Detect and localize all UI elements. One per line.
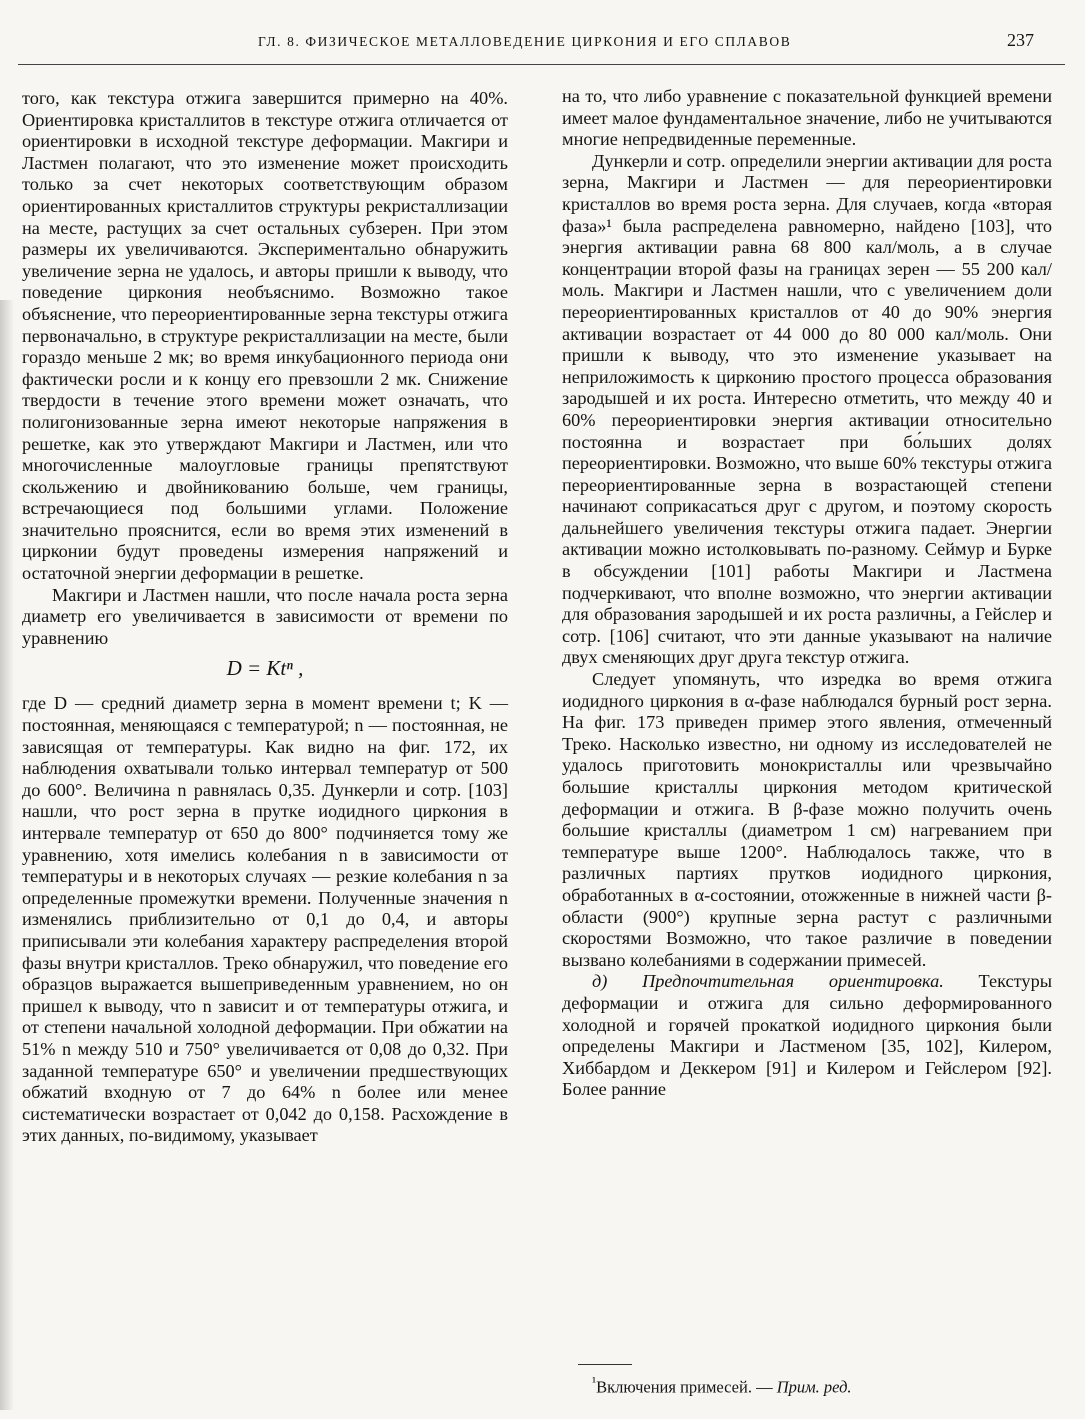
left-column — [22, 88, 508, 1147]
paragraph: Дункерли и сотр. определили энергии активации для роста зерна, Макгири и Ластмен — для переориентировки кристаллов во время роста зерна. Для случаев, когда «вторая фаза»¹ была распределена равномерно, найдено [103], что энергия активации равна 68 800 кал/моль, а в случае концентрации второй фазы на границах зерен — 55 200 кал/моль. Макгири и Ластмен нашли, что с увеличением доли переориентированных кристаллов от 40 до 90% энергия активации возрастает от 44 000 до 80 000 кал/моль. Они пришли к выводу, что это изменение указывает на неприложимость к цирконию простого процесса образования зародышей и их роста. Интересно отметить, что между 40 и 60% переориентировки энергия активации относительно постоянна и возрастает при бо́льших долях переориентировки. Возможно, что выше 60% текстуры отжига переориентированные зерна в возрастающей степени начинают соприкасаться друг с другом, и поэтому скорость дальнейшего увеличения текстуры отжига падает. Энергии активации можно истолковывать по-разному. Сеймур и Бурке в обсуждении [101] работы Макгири и Ластмена подчеркивают, что вполне возможно, что энергии активации для образования зародышей и их роста различны, а Гейслер и сотр. [106] считают, что эти данные указывают на наличие двух сменяющих друг друга текстур отжига. — [562, 150, 1052, 668]
footnote-mark: ¹ — [592, 1374, 597, 1389]
page-header — [0, 28, 1085, 58]
formula: D = Ktⁿ , — [226, 656, 304, 681]
section-heading: д) Предпочтительная ориентировка. — [592, 971, 944, 992]
page-number: 237 — [1007, 30, 1034, 50]
paragraph — [562, 971, 1052, 1101]
footnote-text: Включения примесей. — — [596, 1377, 777, 1397]
paragraph-text: Текстуры деформации и отжига для сильно деформированного холодной и горячей прокаткой иодидного циркония были определены Макгири и Ластменом [35, 102], Килером, Хиббардом и Деккером [91] и Килером и Гейслером [92]. Более ранние — [562, 971, 1052, 1100]
running-head: ГЛ. 8. ФИЗИЧЕСКОЕ МЕТАЛЛОВЕДЕНИЕ ЦИРКОНИЯ И ЕГО СПЛАВОВ — [258, 34, 792, 49]
paragraph: на то, что либо уравнение с показательной функцией времени имеет малое фундаментальное значение, либо не учитываются многие непредвиденные переменные. — [562, 86, 1052, 150]
paragraph: Следует упомянуть, что изредка во время отжига иодидного циркония в α-фазе наблюдался бурный рост зерна. На фиг. 173 приведен пример этого явления, отмеченный Треко. Насколько известно, ни одному из исследователей не удалось приготовить монокристаллы или чрезвычайно большие кристаллы циркония методом критической деформации и отжига. В β-фазе можно получить очень большие кристаллы (диаметром 1 см) нагреванием при температуре выше 1200°. Наблюдалось также, что в различных партиях прутков иодидного циркония, обработанных в α-состоянии, отожженные в нижней части β-области (900°) крупные зерна растут с различными скоростями Возможно, что такое различие в поведении вызвано колебаниями в содержании примесей. — [562, 669, 1052, 970]
scan-margin-shadow — [0, 300, 14, 1410]
paragraph: того, как текстура отжига завершится примерно на 40%. Ориентировка кристаллитов в текстуре отжига отличается от ориентировки в исходной текстуре деформации. Макгири и Ластмен полагают, что это изменение может происходить только за счет некоторых соответствующим образом ориентированных кристаллитов структуры рекристаллизации на месте, растущих за счет остальных субзерен. При этом размеры их увеличиваются. Экспериментально обнаружить увеличение зерна не удалось, и авторы пришли к выводу, что поведение циркония необъяснимо. Возможно такое объяснение, что переориентированные зерна текстуры отжига первоначально, в структуре рекристаллизации на месте, были гораздо меньше 2 мк; во время инкубационного периода они фактически росли и к концу его превзошли 2 мк. Снижение твердости в течение этого времени может означать, что полигонизованные зерна имеют некоторые напряжения в решетке, как это утверждают Макгири и Ластмен, или что многочисленные малоугловые границы препятствуют скольжению и двойникованию больше, чем границы, встречающиеся под большими углами. Положение значительно прояснится, если во время этих изменений в цирконии будут проведены измерения напряжений и остаточной энергии деформации в решетке. — [22, 88, 508, 584]
editor-note: Прим. ред. — [776, 1377, 852, 1397]
header-rule — [18, 64, 1065, 65]
footnote-rule — [578, 1364, 632, 1365]
footnote — [592, 1374, 852, 1398]
paragraph: Макгири и Ластмен нашли, что после начала роста зерна диаметр его увеличивается в зависимости от времени по уравнению — [22, 584, 508, 648]
paragraph: где D — средний диаметр зерна в момент времени t; K — постоянная, меняющаяся с температурой; n — постоянная, не зависящая от температуры. Как видно на фиг. 172, их наблюдения охватывали только интервал температур от 500 до 600°. Величина n равнялась 0,35. Дункерли и сотр. [103] нашли, что рост зерна в прутке иодидного циркония в интервале температур от 650 до 800° подчиняется тому же уравнению, хотя имелись колебания n в зависимости от температуры и в некоторых случаях — резкие колебания n за определенные промежутки времени. Полученные значения n изменялись приблизительно от 0,1 до 0,4, и авторы приписывали эти колебания характеру распределения второй фазы внутри кристаллов. Треко обнаружил, что поведение его образцов выражается вышеприведенным уравнением, но он пришел к выводу, что n зависит и от температуры отжига, и от степени начальной холодной деформации. При обжатии на 51% n между 510 и 750° увеличивается от 0,08 до 0,32. При заданной температуре 650° и увеличении предшествующих обжатий входную от 7 до 64% n более или менее систематически возрастает от 0,042 до 0,158. Расхождение в этих данных, по-видимому, указывает — [22, 693, 508, 1146]
right-column — [562, 86, 1052, 1101]
